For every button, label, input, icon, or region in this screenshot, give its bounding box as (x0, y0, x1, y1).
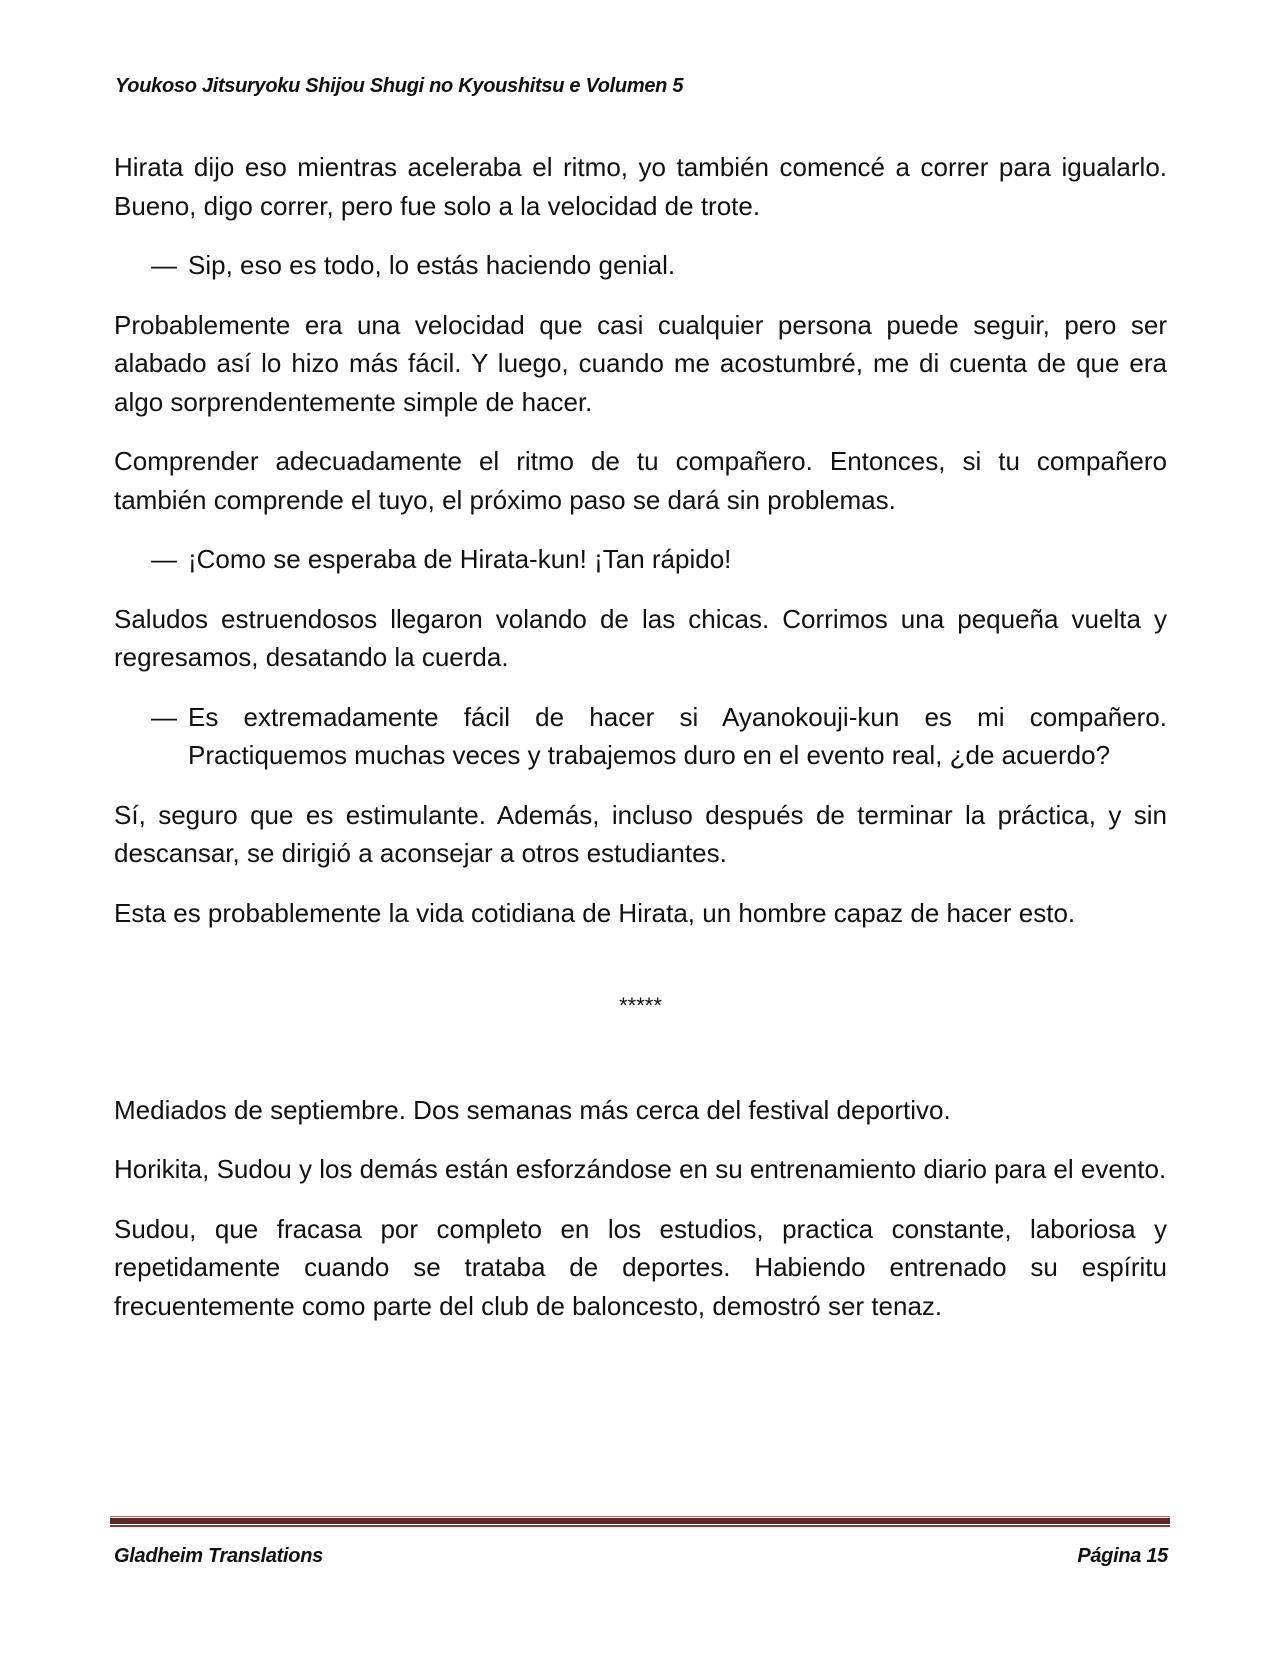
dialogue-dash: — (151, 701, 177, 732)
dialogue-line (151, 698, 1167, 775)
dialogue-line (151, 540, 1167, 579)
dialogue-text: Sip, eso es todo, lo estás haciendo genial. (188, 250, 676, 280)
dialogue-dash: — (151, 250, 177, 280)
dialogue-text: ¡Como se esperaba de Hirata-kun! ¡Tan rápido! (188, 544, 732, 574)
paragraph: Comprender adecuadamente el ritmo de tu compañero. Entonces, si tu compañero también comprende el tuyo, el próximo paso se dará sin problemas. (114, 446, 1167, 515)
paragraph: Horikita, Sudou y los demás están esforzándose en su entrenamiento diario para el evento. (114, 1154, 1167, 1184)
paragraph: Saludos estruendosos llegaron volando de las chicas. Corrimos una pequeña vuelta y regresamos, desatando la cuerda. (114, 603, 1167, 672)
paragraph: Sudou, que fracasa por completo en los estudios, practica constante, laboriosa y repetidamente cuando se trataba de deportes. Habiendo entrenado su espíritu frecuentemente como parte del club de baloncesto, demostró ser tenaz. (114, 1213, 1167, 1321)
paragraph: Probablemente era una velocidad que casi cualquier persona puede seguir, pero ser alabado así lo hizo más fácil. Y luego, cuando me acostumbré, me di cuenta de que era algo sorprendentemente simple de hacer. (114, 309, 1167, 417)
footer-rule (110, 1516, 1170, 1527)
paragraph: Sí, seguro que es estimulante. Además, incluso después de terminar la práctica, y sin descansar, se dirigió a aconsejar a otros estudiantes. (114, 799, 1167, 868)
dialogue-dash: — (151, 544, 177, 574)
page-number: Página 15 (1077, 1545, 1168, 1567)
scene-separator: ***** (619, 993, 662, 1018)
footer-credit: Gladheim Translations (114, 1545, 323, 1567)
paragraph: Esta es probablemente la vida cotidiana de Hirata, un hombre capaz de hacer esto. (114, 897, 1076, 928)
running-header: Youkoso Jitsuryoku Shijou Shugi no Kyoushitsu e Volumen 5 (115, 75, 684, 97)
paragraph: Hirata dijo eso mientras aceleraba el ritmo, yo también comencé a correr para igualarlo. Bueno, digo correr, pero fue solo a la velocidad de trote. (114, 152, 1167, 221)
page-body (114, 148, 1167, 1346)
paragraph: Mediados de septiembre. Dos semanas más cerca del festival deportivo. (114, 1094, 951, 1125)
dialogue-text: Es extremadamente fácil de hacer si Ayanokouji-kun es mi compañero. Practiquemos muchas veces y trabajemos duro en el evento real, ¿de acuerdo? (188, 701, 1167, 770)
dialogue-line (151, 246, 1167, 285)
